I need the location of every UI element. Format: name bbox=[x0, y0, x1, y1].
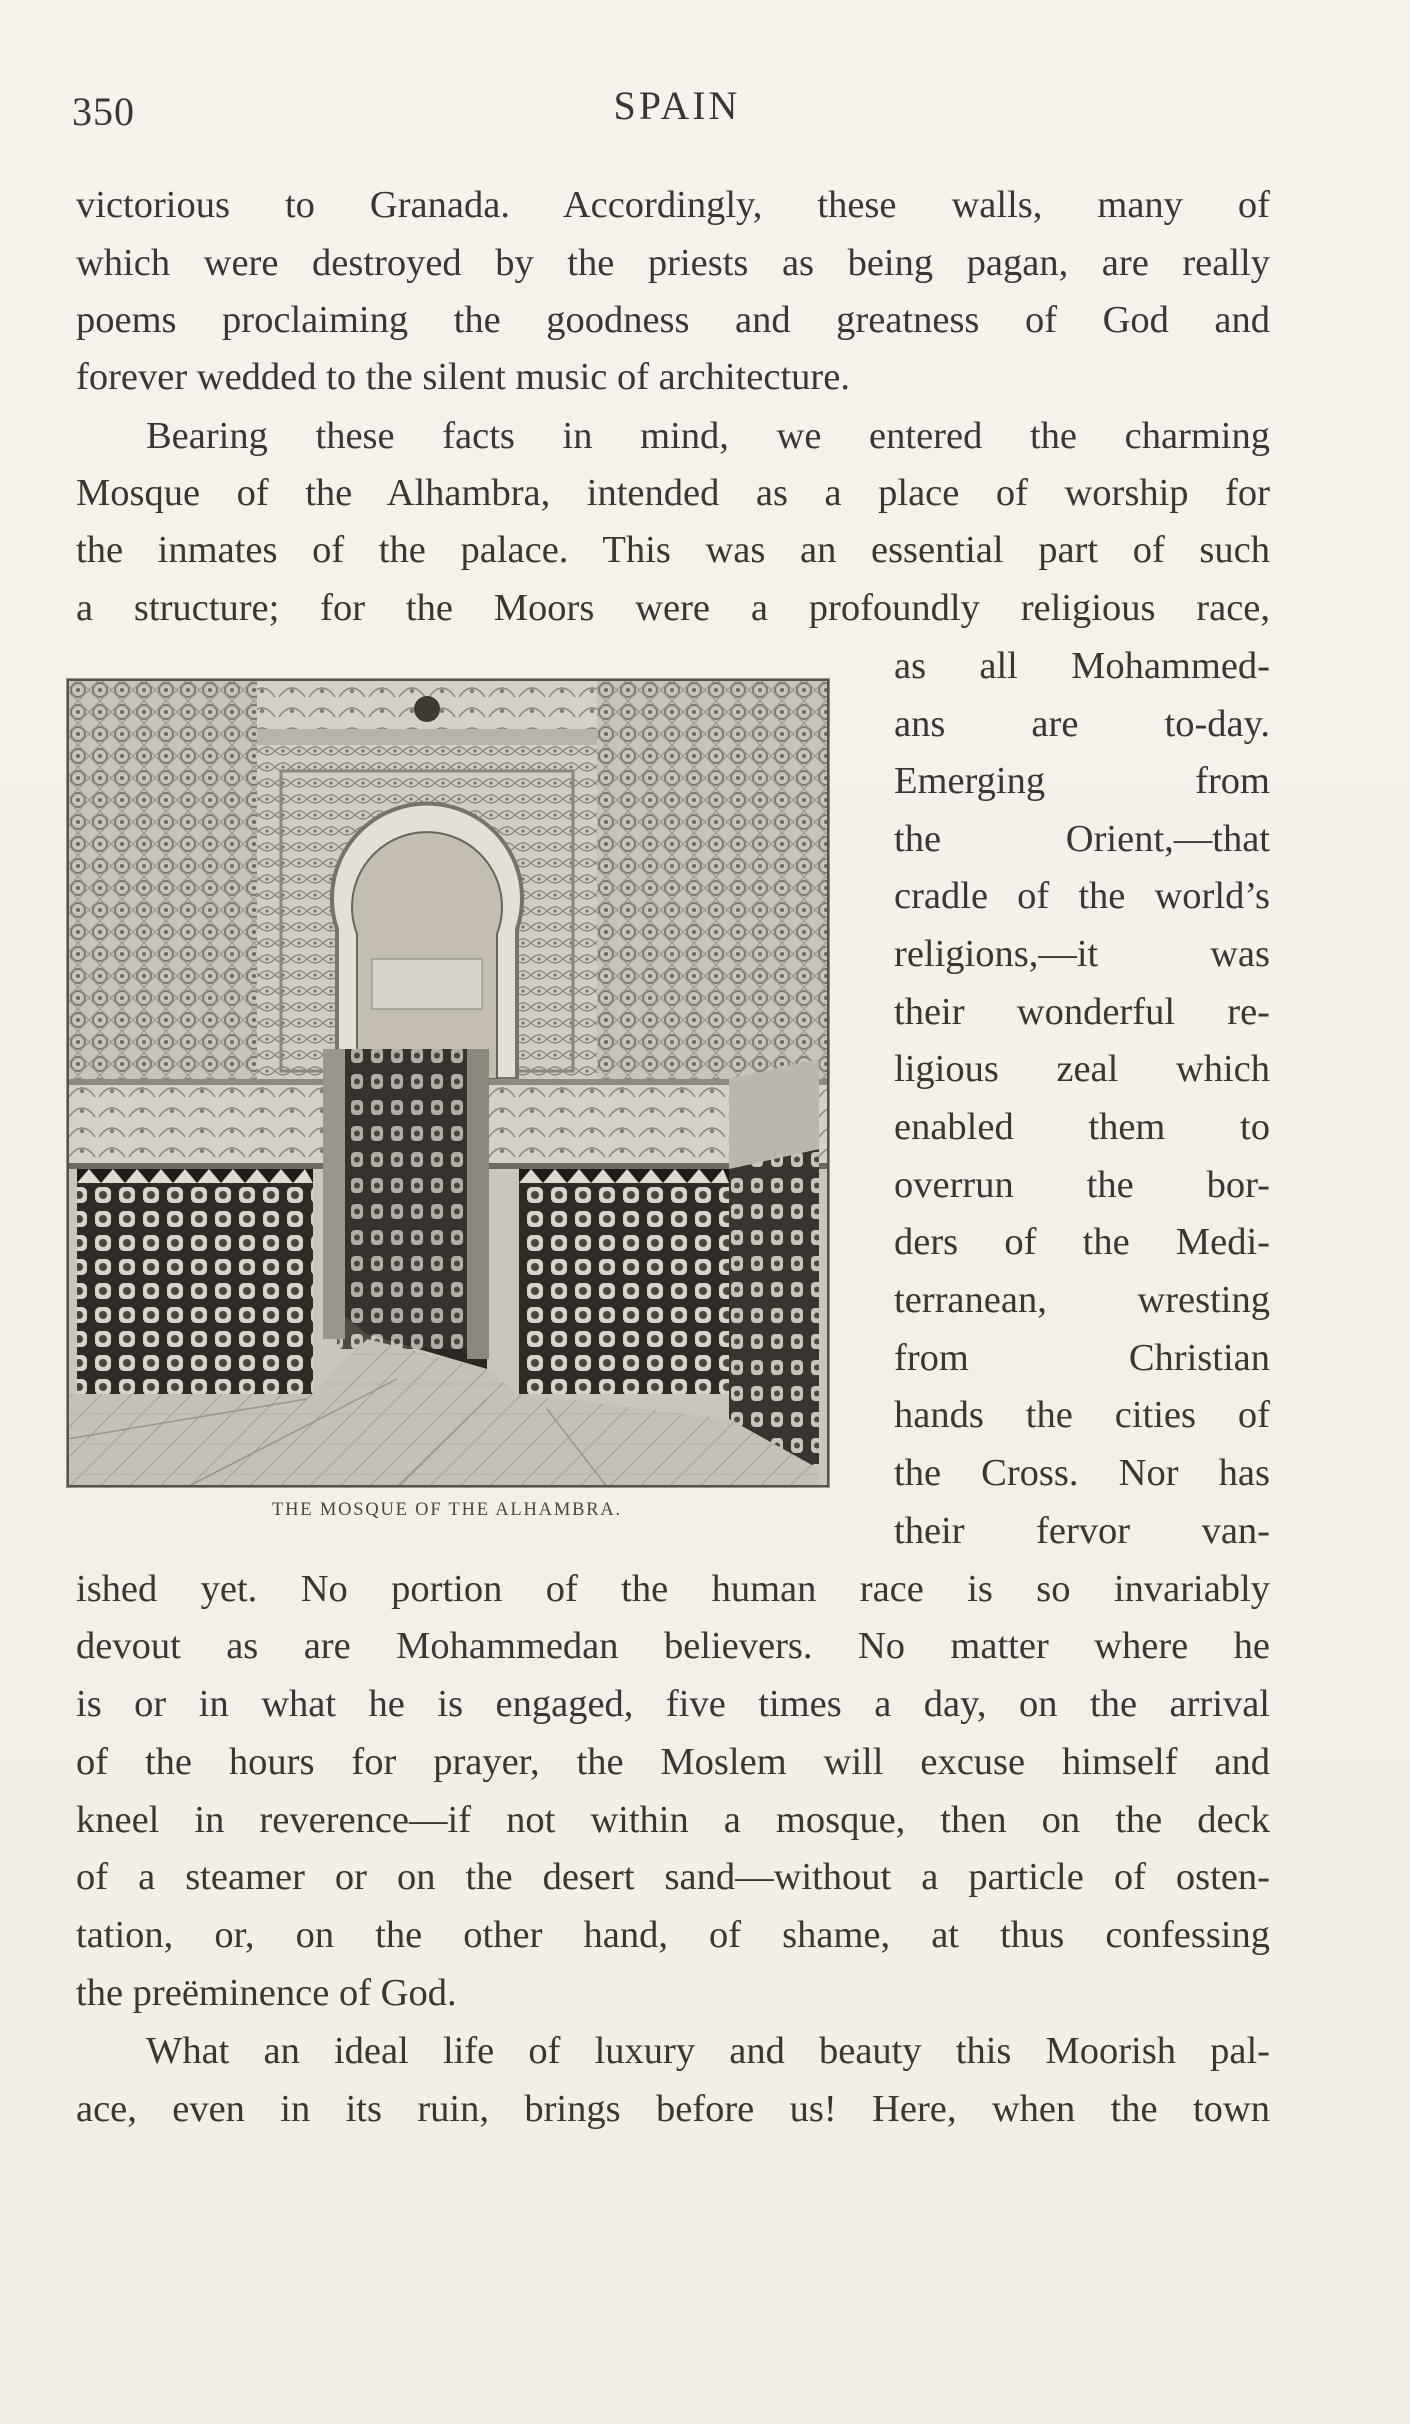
narrow-text-line: their fervor van- bbox=[894, 1510, 1270, 1552]
text-line: kneel in reverence—if not within a mosque, then on the deck bbox=[76, 1799, 1270, 1841]
narrow-text-line: terranean, wresting bbox=[894, 1279, 1270, 1321]
narrow-text-line: the Cross. Nor has bbox=[894, 1452, 1270, 1494]
narrow-text-line: the Orient,—that bbox=[894, 818, 1270, 860]
narrow-text-line: as all Mohammed- bbox=[894, 645, 1270, 687]
text-line: forever wedded to the silent music of architecture. bbox=[76, 356, 850, 398]
running-title: SPAIN bbox=[613, 83, 741, 128]
narrow-text-line: religions,—it was bbox=[894, 933, 1270, 975]
figure-caption: THE MOSQUE OF THE ALHAMBRA. bbox=[272, 1500, 622, 1520]
text-line: What an ideal life of luxury and beauty this Moorish pal- bbox=[146, 2030, 1270, 2072]
text-line: ished yet. No portion of the human race is so invariably bbox=[76, 1568, 1270, 1610]
narrow-text-line: overrun the bor- bbox=[894, 1164, 1270, 1206]
narrow-text-line: hands the cities of bbox=[894, 1394, 1270, 1436]
narrow-text-line: Emerging from bbox=[894, 760, 1270, 802]
text-line: of the hours for prayer, the Moslem will excuse himself and bbox=[76, 1741, 1270, 1783]
text-line: devout as are Mohammedan believers. No matter where he bbox=[76, 1625, 1270, 1667]
text-line: the inmates of the palace. This was an essential part of such bbox=[76, 529, 1270, 571]
narrow-text-line: from Christian bbox=[894, 1337, 1270, 1379]
text-line: a structure; for the Moors were a profoundly religious race, bbox=[76, 587, 1270, 629]
text-line: of a steamer or on the desert sand—without a particle of osten- bbox=[76, 1856, 1270, 1898]
narrow-text-line: ans are to-day. bbox=[894, 703, 1270, 745]
text-line: tation, or, on the other hand, of shame, at thus confessing bbox=[76, 1914, 1270, 1956]
narrow-text-line: enabled them to bbox=[894, 1106, 1270, 1148]
text-line: victorious to Granada. Accordingly, these walls, many of bbox=[76, 184, 1270, 226]
text-line: the preëminence of God. bbox=[76, 1972, 457, 2014]
page-header bbox=[72, 82, 1282, 142]
mosque-photograph bbox=[66, 678, 830, 1488]
narrow-text-line: ders of the Medi- bbox=[894, 1221, 1270, 1263]
text-line: ace, even in its ruin, brings before us! Here, when the town bbox=[76, 2088, 1270, 2130]
narrow-text-line: cradle of the world’s bbox=[894, 875, 1270, 917]
narrow-text-line: ligious zeal which bbox=[894, 1048, 1270, 1090]
narrow-text-line: their wonderful re- bbox=[894, 991, 1270, 1033]
page-number: 350 bbox=[72, 89, 135, 134]
text-line: poems proclaiming the goodness and greatness of God and bbox=[76, 299, 1270, 341]
text-line: which were destroyed by the priests as being pagan, are really bbox=[76, 242, 1270, 284]
text-line: Bearing these facts in mind, we entered the charming bbox=[146, 415, 1270, 457]
text-line: Mosque of the Alhambra, intended as a place of worship for bbox=[76, 472, 1270, 514]
text-line: is or in what he is engaged, five times a day, on the arrival bbox=[76, 1683, 1270, 1725]
